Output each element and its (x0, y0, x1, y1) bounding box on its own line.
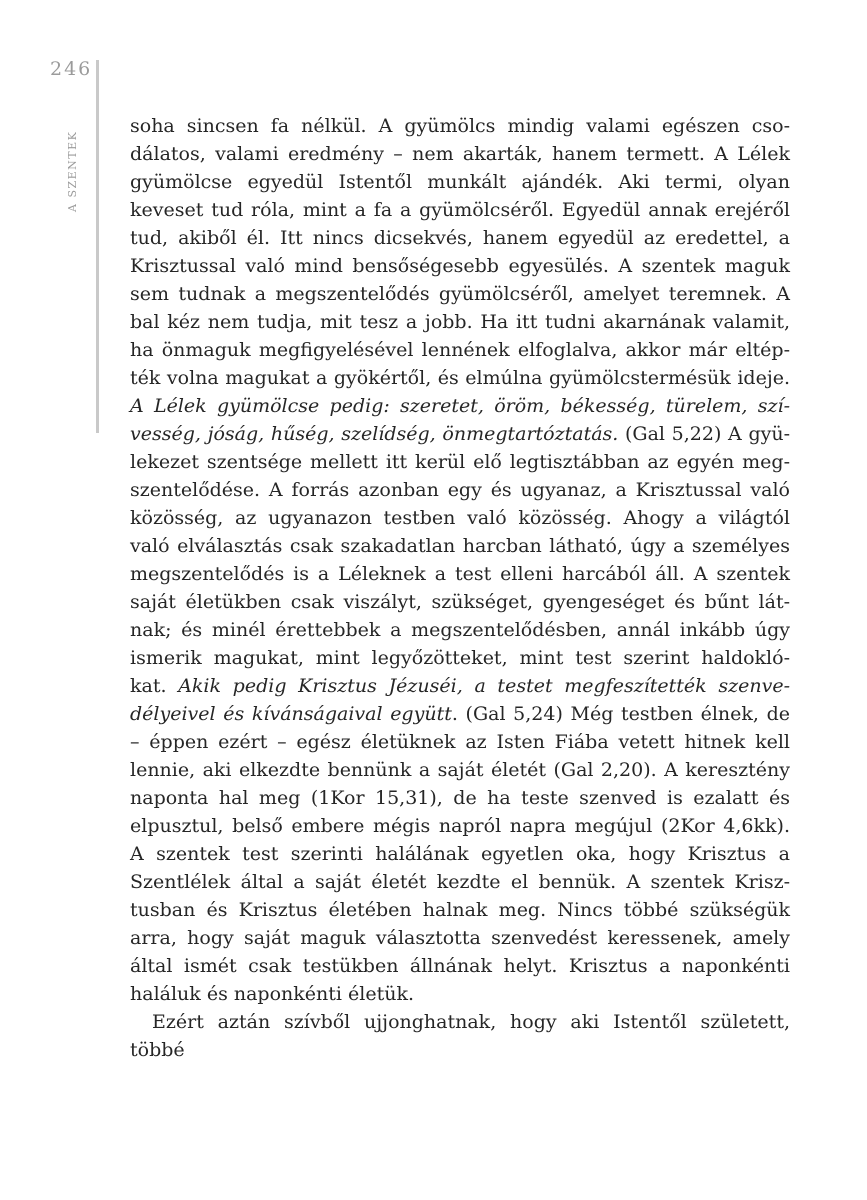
text-segment: A szentek test szerinti halálának egyetlen oka, hogy Krisztus a (130, 843, 790, 865)
text-segment: naponta hal meg (1Kor 15,31), de ha teste szenved is ezalatt és (130, 787, 790, 809)
text-line (130, 168, 790, 196)
text-line (130, 672, 790, 700)
text-segment: gyümölcse egyedül Istentől munkált ajándék. Aki termi, olyan (130, 171, 790, 193)
text-line (130, 280, 790, 308)
text-segment: lennie, aki elkezdte bennünk a saját életét (Gal 2,20). A keresztény (130, 759, 790, 781)
text-segment: tud, akiből él. Itt nincs dicsekvés, hanem egyedül az eredettel, a (130, 227, 790, 249)
margin-rule (96, 60, 99, 433)
text-line (130, 924, 790, 952)
text-line (130, 420, 790, 448)
text-line (130, 840, 790, 868)
text-line (130, 756, 790, 784)
text-line (130, 1008, 790, 1061)
text-segment: . (Gal 5,24) Még testben élnek, de (451, 703, 790, 725)
text-segment: Szentlélek által a saját életét kezdte el bennük. A szentek Krisz- (130, 871, 790, 893)
text-segment: kat. (130, 675, 179, 697)
text-segment: (Gal 5,22) A gyü- (618, 423, 790, 445)
text-line (130, 588, 790, 616)
text-segment: Krisztussal való mind bensőségesebb egyesülés. A szentek maguk (130, 255, 790, 277)
text-segment: arra, hogy saját maguk választotta szenvedést keressenek, amely (130, 927, 790, 949)
text-line (130, 252, 790, 280)
text-segment: ismerik magukat, mint legyőzötteket, mint test szerint haldokló- (130, 647, 790, 669)
text-line (130, 616, 790, 644)
text-segment: soha sincsen fa nélkül. A gyümölcs mindig valami egészen cso- (130, 115, 790, 137)
text-segment: dálatos, valami eredmény – nem akarták, hanem termett. A Lélek (130, 143, 790, 165)
text-line (130, 700, 790, 728)
text-segment: által ismét csak testükben állnának helyt. Krisztus a naponkénti (130, 955, 790, 977)
text-line (130, 336, 790, 364)
text-line (130, 868, 790, 896)
text-segment: nak; és minél érettebbek a megszentelődésben, annál inkább úgy (130, 619, 790, 641)
text-line (130, 532, 790, 560)
text-line (130, 112, 790, 140)
text-segment: bal kéz nem tudja, mit tesz a jobb. Ha itt tudni akarnának valamit, (130, 311, 790, 333)
text-segment: saját életükben csak viszályt, szükséget, gyengeséget és bűnt lát- (130, 591, 790, 613)
text-segment: való elválasztás csak szakadatlan harcban látható, úgy a személyes (130, 535, 790, 557)
text-line (130, 560, 790, 588)
scripture-quote-segment: vesség, jóság, hűség, szelídség, önmegtartóztatás. (130, 423, 619, 445)
text-line (130, 224, 790, 252)
text-segment: haláluk és naponkénti életük. (130, 983, 415, 1005)
text-line (130, 392, 790, 420)
text-segment: tusban és Krisztus életében halnak meg. Nincs többé szükségük (130, 899, 790, 921)
text-line (130, 812, 790, 840)
scripture-quote-segment: A Lélek gyümölcse pedig: szeretet, öröm, békesség, türelem, szí- (130, 395, 790, 417)
text-segment: közösség, az ugyanazon testben való közösség. Ahogy a világtól (130, 507, 790, 529)
scripture-quote-segment: Akik pedig Krisztus Jézuséi, a testet megfeszítették szenve- (178, 675, 790, 697)
chapter-sidebar-label: A SZENTEK (66, 130, 79, 212)
text-segment: ha önmaguk megfigyelésével lennének elfoglalva, akkor már eltép- (130, 339, 790, 361)
page-number: 246 (50, 58, 93, 80)
text-line (130, 196, 790, 224)
text-line (130, 896, 790, 924)
text-line (130, 784, 790, 812)
text-segment: lekezet szentsége mellett itt kerül elő legtisztábban az egyén meg- (130, 451, 790, 473)
text-segment: keveset tud róla, mint a fa a gyümölcséről. Egyedül annak erejéről (130, 199, 790, 221)
text-line (130, 448, 790, 476)
text-segment: Ezért aztán szívből ujjonghatnak, hogy aki Istentől született, többé (130, 1011, 790, 1061)
scripture-quote-segment: délyeivel és kívánságaival együtt (130, 703, 452, 725)
text-line (130, 308, 790, 336)
text-segment: sem tudnak a megszentelődés gyümölcséről, amelyet teremnek. A (130, 283, 790, 305)
text-line (130, 364, 790, 392)
text-line (130, 980, 790, 1008)
text-segment: ték volna magukat a gyökértől, és elmúlna gyümölcstermésük ideje. (130, 367, 790, 389)
text-line (130, 952, 790, 980)
body-text (130, 112, 790, 1061)
text-segment: elpusztul, belső embere mégis napról napra megújul (2Kor 4,6kk). (130, 815, 790, 837)
text-segment: szentelődése. A forrás azonban egy és ugyanaz, a Krisztussal való (130, 479, 790, 501)
text-segment: megszentelődés is a Léleknek a test elleni harcából áll. A szentek (130, 563, 790, 585)
text-line (130, 140, 790, 168)
text-line (130, 644, 790, 672)
text-line (130, 728, 790, 756)
text-line (130, 476, 790, 504)
text-line (130, 504, 790, 532)
text-segment: – éppen ezért – egész életüknek az Isten Fiába vetett hitnek kell (130, 731, 790, 753)
